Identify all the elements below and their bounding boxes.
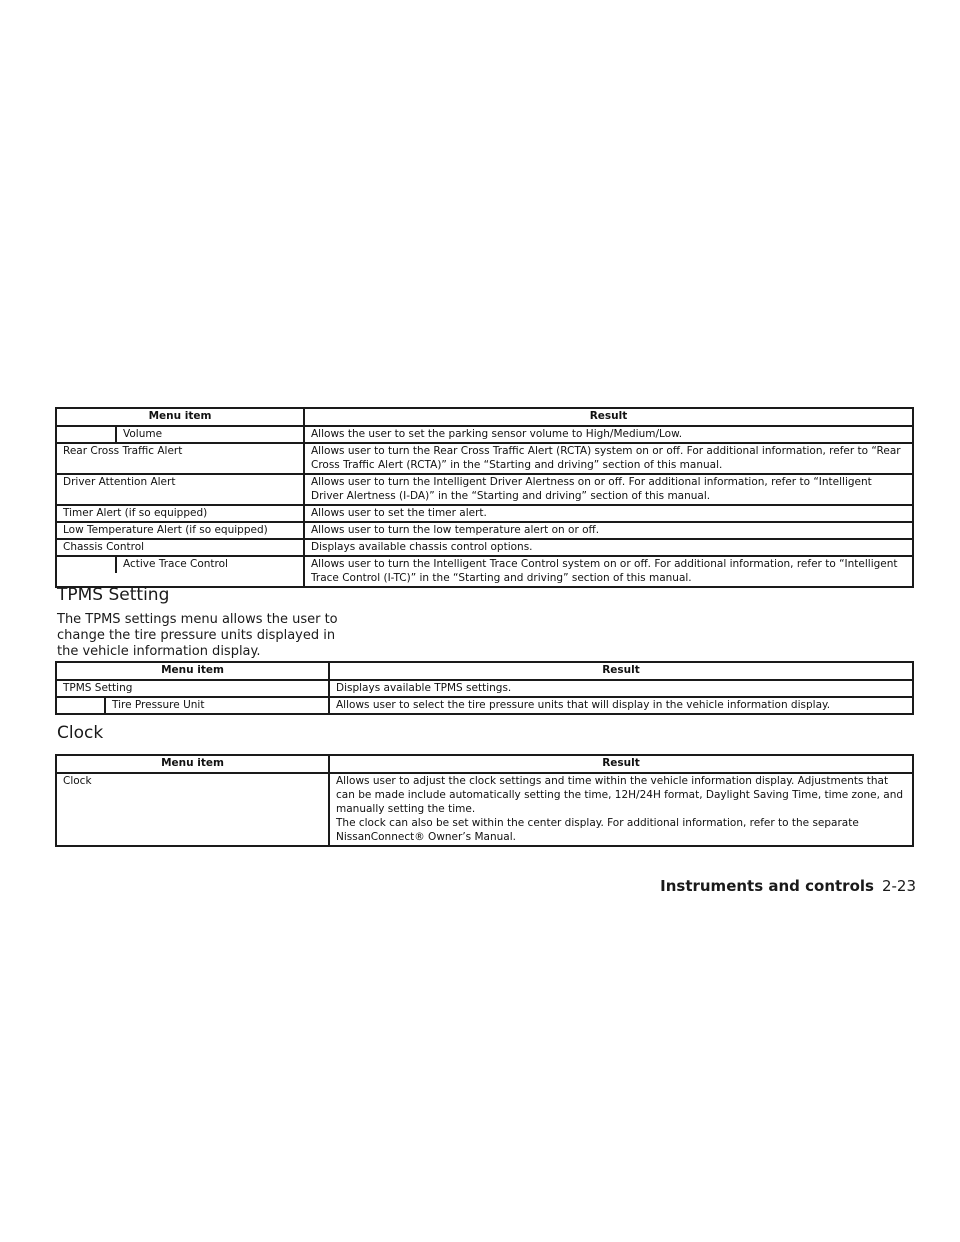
indent-spacer: [57, 426, 117, 443]
header-menu-item: Menu item: [56, 662, 329, 680]
page-footer: [660, 877, 916, 895]
menu-item-cell: [56, 697, 329, 714]
table-row: [56, 556, 913, 587]
settings-table-1: [55, 407, 914, 588]
header-menu-item: Menu item: [56, 408, 304, 426]
settings-table-clock: [55, 754, 914, 847]
menu-item-label: Tire Pressure Unit: [112, 699, 205, 711]
section-heading-clock: Clock: [57, 723, 104, 743]
menu-item-label: Active Trace Control: [123, 558, 228, 570]
table-row: [56, 522, 913, 539]
settings-table-tpms: [55, 661, 914, 715]
footer-section-title: Instruments and controls: [660, 877, 874, 895]
table-row: [56, 426, 913, 443]
menu-item-cell: [56, 556, 304, 587]
result-cell: Allows user to turn the low temperature alert on or off.: [304, 522, 913, 539]
table-row: [56, 680, 913, 697]
menu-item-label: Volume: [123, 428, 163, 440]
indent-spacer: [57, 556, 117, 573]
page-number: 2-23: [881, 877, 916, 895]
menu-item-cell: Clock: [56, 773, 329, 846]
section-heading-tpms: TPMS Setting: [57, 585, 170, 605]
table-header-row: [56, 408, 913, 426]
table-row: [56, 697, 913, 714]
table-header-row: [56, 755, 913, 773]
menu-item-cell: Timer Alert (if so equipped): [56, 505, 304, 522]
header-menu-item: Menu item: [56, 755, 329, 773]
header-result: Result: [329, 755, 913, 773]
menu-item-cell: [56, 426, 304, 443]
tpms-intro-paragraph: The TPMS settings menu allows the user to change the tire pressure units displayed in the vehicle information display.: [57, 612, 338, 659]
header-result: Result: [329, 662, 913, 680]
indent-spacer: [57, 697, 106, 714]
result-cell: Displays available chassis control options.: [304, 539, 913, 556]
table-row: [56, 505, 913, 522]
table-header-row: [56, 662, 913, 680]
menu-item-cell: Rear Cross Traffic Alert: [56, 443, 304, 474]
result-cell: Allows user to turn the Intelligent Trace Control system on or off. For additional information, refer to “Intelligent Trace Control (I-TC)” in the “Starting and driving” section of this manual.: [304, 556, 913, 587]
result-cell: Allows user to turn the Rear Cross Traffic Alert (RCTA) system on or off. For additional information, refer to “Rear Cross Traffic Alert (RCTA)” in the “Starting and driving” section of this manual.: [304, 443, 913, 474]
table-row: [56, 539, 913, 556]
menu-item-cell: Low Temperature Alert (if so equipped): [56, 522, 304, 539]
result-paragraph: The clock can also be set within the center display. For additional information, refer to the separate NissanConnect® Owner’s Manual.: [336, 817, 859, 843]
result-cell: Allows user to select the tire pressure units that will display in the vehicle information display.: [329, 697, 913, 714]
menu-item-cell: Chassis Control: [56, 539, 304, 556]
table-row: [56, 443, 913, 474]
result-cell: [329, 773, 913, 846]
menu-item-cell: TPMS Setting: [56, 680, 329, 697]
header-result: Result: [304, 408, 913, 426]
result-cell: Allows user to set the timer alert.: [304, 505, 913, 522]
menu-item-cell: Driver Attention Alert: [56, 474, 304, 505]
result-cell: Allows the user to set the parking sensor volume to High/Medium/Low.: [304, 426, 913, 443]
table-row: [56, 773, 913, 846]
result-cell: Displays available TPMS settings.: [329, 680, 913, 697]
result-cell: Allows user to turn the Intelligent Driver Alertness on or off. For additional information, refer to “Intelligent Driver Alertness (I-DA)” in the “Starting and driving” section of this manual.: [304, 474, 913, 505]
result-paragraph: Allows user to adjust the clock settings and time within the vehicle information display. Adjustments that can be made include automatically setting the time, 12H/24H format, Daylight Saving Time, time zone, and manually setting the time.: [336, 775, 904, 815]
table-row: [56, 474, 913, 505]
